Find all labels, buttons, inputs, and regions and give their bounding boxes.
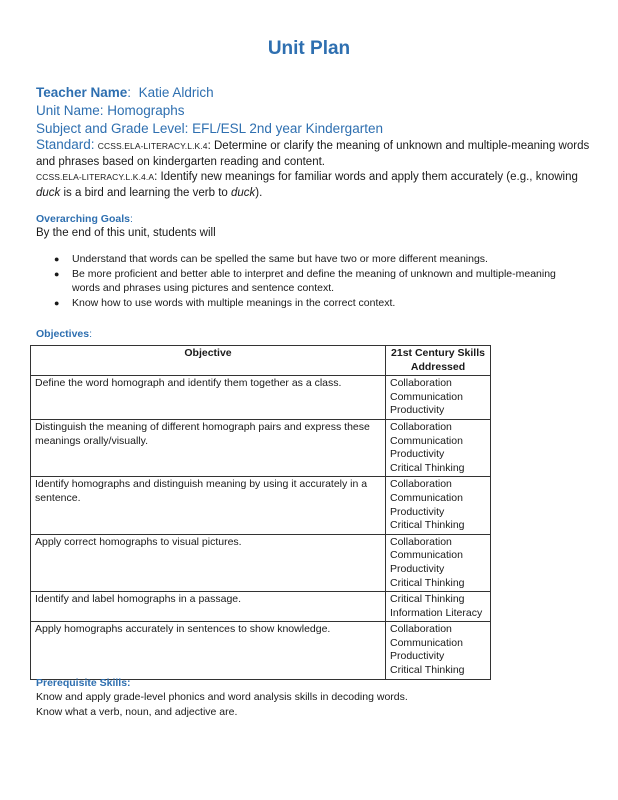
standard-em-1: duck xyxy=(36,187,61,199)
skill-item: Communication xyxy=(390,434,463,447)
standard-code-2: CCSS.ELA-LITERACY.L.K.4.A xyxy=(36,172,155,182)
skills-cell xyxy=(386,592,491,622)
skill-item: Productivity xyxy=(390,448,445,461)
table-row xyxy=(31,622,491,679)
bullet-icon: ● xyxy=(54,269,60,279)
page-title: Unit Plan xyxy=(267,38,351,59)
skill-item: Collaboration xyxy=(390,377,452,390)
list-item: ● Understand that words can be spelled the same but have two or more different meanings. xyxy=(54,253,488,265)
goals-intro: By the end of this unit, students will xyxy=(36,227,216,239)
skill-item: Critical Thinking xyxy=(390,664,465,677)
skill-item: Communication xyxy=(390,390,463,403)
standard-text-2b: is a bird and learning the verb to xyxy=(60,187,231,199)
teacher-line: Teacher Name: Katie Aldrich xyxy=(36,85,214,100)
standard-block xyxy=(36,137,592,170)
goals-list xyxy=(36,252,566,311)
unit-name: Unit Name: Homographs xyxy=(36,103,185,118)
objectives-heading: Objectives: xyxy=(36,328,93,340)
skill-item: Collaboration xyxy=(390,420,452,433)
skill-item: Collaboration xyxy=(390,623,452,636)
prereq-line: Know what a verb, noun, and adjective are. xyxy=(36,706,238,718)
objective-column-header: Objective xyxy=(31,346,386,376)
standard-text-2a: : Identify new meanings for familiar words and apply them accurately (e.g., knowing xyxy=(154,171,578,183)
skill-item: Critical Thinking xyxy=(390,576,465,589)
table-row xyxy=(31,592,491,622)
standard-code-1: CCSS.ELA-LITERACY.L.K.4 xyxy=(97,141,208,151)
skill-item: Productivity xyxy=(390,505,445,518)
objectives-table xyxy=(30,345,491,680)
objective-cell: Define the word homograph and identify them together as a class. xyxy=(31,376,386,420)
standard-text-2c: ). xyxy=(255,187,263,199)
skills-cell xyxy=(386,419,491,476)
goals-heading: Overarching Goals: xyxy=(36,213,133,225)
skill-item: Communication xyxy=(390,636,463,649)
table-row xyxy=(31,419,491,476)
standard-block-2 xyxy=(36,169,592,201)
skill-item: Productivity xyxy=(390,404,445,417)
skill-item: Critical Thinking xyxy=(390,593,465,606)
objective-cell: Apply correct homographs to visual pictures. xyxy=(31,534,386,591)
skills-cell xyxy=(386,376,491,420)
standard-em-2: duck xyxy=(230,187,256,199)
prereq-list xyxy=(36,690,408,720)
skill-item: Productivity xyxy=(390,650,445,663)
objective-cell: Apply homographs accurately in sentences to show knowledge. xyxy=(31,622,386,679)
table-header-row xyxy=(31,346,491,376)
table-row xyxy=(31,477,491,534)
subject-grade: Subject and Grade Level: EFL/ESL 2nd year Kindergarten xyxy=(36,121,383,136)
skills-cell xyxy=(386,534,491,591)
skill-item: Communication xyxy=(390,549,463,562)
skills-column-header: 21st Century Skills Addressed xyxy=(386,346,491,376)
table-row xyxy=(31,534,491,591)
list-item: ● Know how to use words with multiple meanings in the correct context. xyxy=(54,297,396,309)
skill-item: Information Literacy xyxy=(390,606,483,619)
prereq-heading: Prerequisite Skills: xyxy=(36,677,131,689)
standard-text-1: : Determine or clarify the meaning of unknown and multiple-meaning words and phrases based on kindergarten reading and content. xyxy=(36,140,590,168)
skill-item: Communication xyxy=(390,491,463,504)
bullet-icon: ● xyxy=(54,254,60,264)
table-row xyxy=(31,376,491,420)
teacher-label: Teacher Name xyxy=(36,85,128,100)
teacher-value: Katie Aldrich xyxy=(138,85,214,100)
bullet-icon: ● xyxy=(54,298,60,308)
objective-cell: Distinguish the meaning of different homograph pairs and express these meanings orally/visually. xyxy=(31,419,386,476)
skill-item: Collaboration xyxy=(390,478,452,491)
objective-cell: Identify homographs and distinguish meaning by using it accurately in a sentence. xyxy=(31,477,386,534)
skill-item: Collaboration xyxy=(390,535,452,548)
prereq-line: Know and apply grade-level phonics and word analysis skills in decoding words. xyxy=(36,691,408,703)
skill-item: Critical Thinking xyxy=(390,519,465,532)
skills-cell xyxy=(386,622,491,679)
objective-cell: Identify and label homographs in a passage. xyxy=(31,592,386,622)
standard-label: Standard: xyxy=(36,137,95,152)
skills-cell xyxy=(386,477,491,534)
list-item: ● Be more proficient and better able to interpret and define the meaning of unknown and multiple-meaning words and phrases using pictures and sentence context. xyxy=(54,268,556,294)
skill-item: Critical Thinking xyxy=(390,461,465,474)
skill-item: Productivity xyxy=(390,562,445,575)
